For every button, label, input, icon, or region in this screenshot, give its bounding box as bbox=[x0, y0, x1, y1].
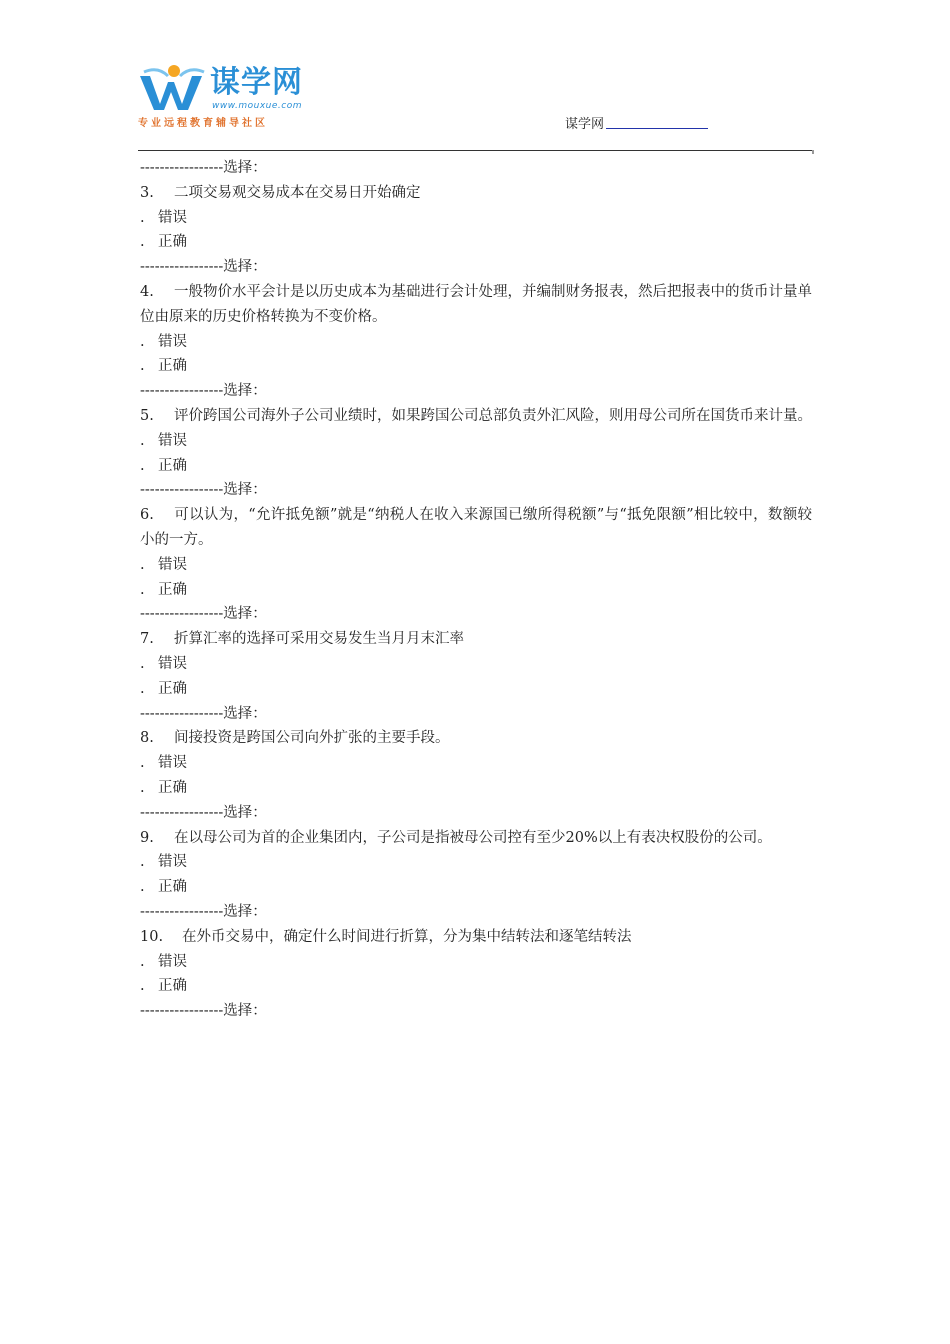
question-text bbox=[140, 181, 812, 206]
option-item[interactable]: . 正确 bbox=[140, 879, 187, 896]
question-number: 4. bbox=[140, 283, 154, 300]
option-label: 正确 bbox=[158, 978, 187, 995]
question-number: 7. bbox=[140, 631, 154, 648]
question-block bbox=[140, 503, 812, 627]
question-number: 10. bbox=[140, 928, 164, 945]
option-item[interactable]: . 正确 bbox=[140, 978, 187, 995]
option-label: 正确 bbox=[158, 779, 187, 796]
option-item[interactable]: . 错误 bbox=[140, 953, 187, 970]
option-label: 正确 bbox=[158, 879, 187, 896]
question-block bbox=[140, 627, 812, 726]
option-label: 正确 bbox=[158, 234, 187, 251]
question-text bbox=[140, 726, 812, 751]
choose-line: -----------------选择： bbox=[140, 705, 267, 722]
option-item[interactable]: . 错误 bbox=[140, 655, 187, 672]
question-number: 3. bbox=[140, 184, 154, 201]
header-divider-end bbox=[812, 150, 814, 154]
option-label: 正确 bbox=[158, 581, 187, 598]
option-item[interactable]: . 错误 bbox=[140, 556, 187, 573]
question-stem: 可以认为，“允许抵免额”就是“纳税人在收入来源国已缴所得税额”与“抵免限额”相比较中，数额较小的一方。 bbox=[140, 507, 812, 548]
choose-line: -----------------选择： bbox=[140, 160, 267, 176]
question-stem: 二项交易观交易成本在交易日开始确定 bbox=[174, 184, 421, 201]
question-stem: 在以母公司为首的企业集团内，子公司是指被母公司控有至少20%以上有表决权股份的公司。 bbox=[174, 829, 772, 846]
choose-line: -----------------选择： bbox=[140, 1003, 267, 1020]
option-item[interactable]: . 正确 bbox=[140, 680, 187, 697]
logo-title: 谋学网 bbox=[210, 65, 303, 100]
option-item[interactable]: . 错误 bbox=[140, 854, 187, 871]
option-label: 错误 bbox=[158, 556, 187, 573]
site-link-underline bbox=[606, 117, 708, 129]
question-number: 5. bbox=[140, 407, 154, 424]
option-item[interactable]: . 错误 bbox=[140, 209, 187, 226]
question-text bbox=[140, 627, 812, 652]
question-text bbox=[140, 503, 812, 553]
site-logo[interactable] bbox=[138, 62, 338, 132]
option-item[interactable]: . 正确 bbox=[140, 358, 187, 375]
site-link-label: 谋学网 bbox=[565, 117, 605, 132]
question-stem: 间接投资是跨国公司向外扩张的主要手段。 bbox=[174, 730, 450, 747]
question-number: 6. bbox=[140, 507, 154, 524]
option-item[interactable]: . 错误 bbox=[140, 432, 187, 449]
choose-line: -----------------选择： bbox=[140, 259, 267, 276]
option-item[interactable]: . 正确 bbox=[140, 779, 187, 796]
option-label: 正确 bbox=[158, 358, 187, 375]
document-body bbox=[140, 156, 812, 1024]
choose-line: -----------------选择： bbox=[140, 606, 267, 623]
question-number: 9. bbox=[140, 829, 154, 846]
logo-mark-icon bbox=[138, 62, 210, 114]
option-item[interactable]: . 正确 bbox=[140, 457, 187, 474]
question-block bbox=[140, 925, 812, 1024]
choose-line: -----------------选择： bbox=[140, 804, 267, 821]
option-item[interactable]: . 错误 bbox=[140, 755, 187, 772]
logo-url: www.mouxue.com bbox=[212, 101, 302, 111]
question-block bbox=[140, 280, 812, 404]
choose-line: -----------------选择： bbox=[140, 383, 267, 400]
option-label: 错误 bbox=[158, 854, 187, 871]
option-label: 正确 bbox=[158, 680, 187, 697]
question-number: 8. bbox=[140, 730, 154, 747]
site-link[interactable] bbox=[565, 117, 708, 133]
question-text bbox=[140, 280, 812, 330]
logo-slogan: 专业远程教育辅导社区 bbox=[138, 118, 268, 129]
question-text bbox=[140, 404, 812, 429]
header-divider bbox=[138, 150, 813, 151]
option-label: 错误 bbox=[158, 432, 187, 449]
question-block bbox=[140, 826, 812, 925]
question-stem: 在外币交易中，确定什么时间进行折算，分为集中结转法和逐笔结转法 bbox=[182, 928, 632, 945]
option-item[interactable]: . 错误 bbox=[140, 333, 187, 350]
choose-line: -----------------选择： bbox=[140, 482, 267, 499]
option-label: 错误 bbox=[158, 655, 187, 672]
option-item[interactable]: . 正确 bbox=[140, 234, 187, 251]
question-stem: 折算汇率的选择可采用交易发生当月月末汇率 bbox=[174, 631, 464, 648]
option-label: 错误 bbox=[158, 953, 187, 970]
option-label: 正确 bbox=[158, 457, 187, 474]
question-block bbox=[140, 726, 812, 825]
question-block bbox=[140, 404, 812, 503]
option-label: 错误 bbox=[158, 209, 187, 226]
question-text bbox=[140, 826, 812, 851]
option-label: 错误 bbox=[158, 755, 187, 772]
question-block bbox=[140, 181, 812, 280]
question-stem: 一般物价水平会计是以历史成本为基础进行会计处理，并编制财务报表，然后把报表中的货币计量单位由原来的历史价格转换为不变价格。 bbox=[140, 283, 812, 325]
page-header bbox=[0, 0, 950, 152]
choose-line: -----------------选择： bbox=[140, 903, 267, 920]
question-stem: 评价跨国公司海外子公司业绩时，如果跨国公司总部负责外汇风险，则用母公司所在国货币来计量。 bbox=[174, 407, 812, 424]
option-item[interactable]: . 正确 bbox=[140, 581, 187, 598]
option-label: 错误 bbox=[158, 333, 187, 350]
question-text bbox=[140, 925, 812, 950]
